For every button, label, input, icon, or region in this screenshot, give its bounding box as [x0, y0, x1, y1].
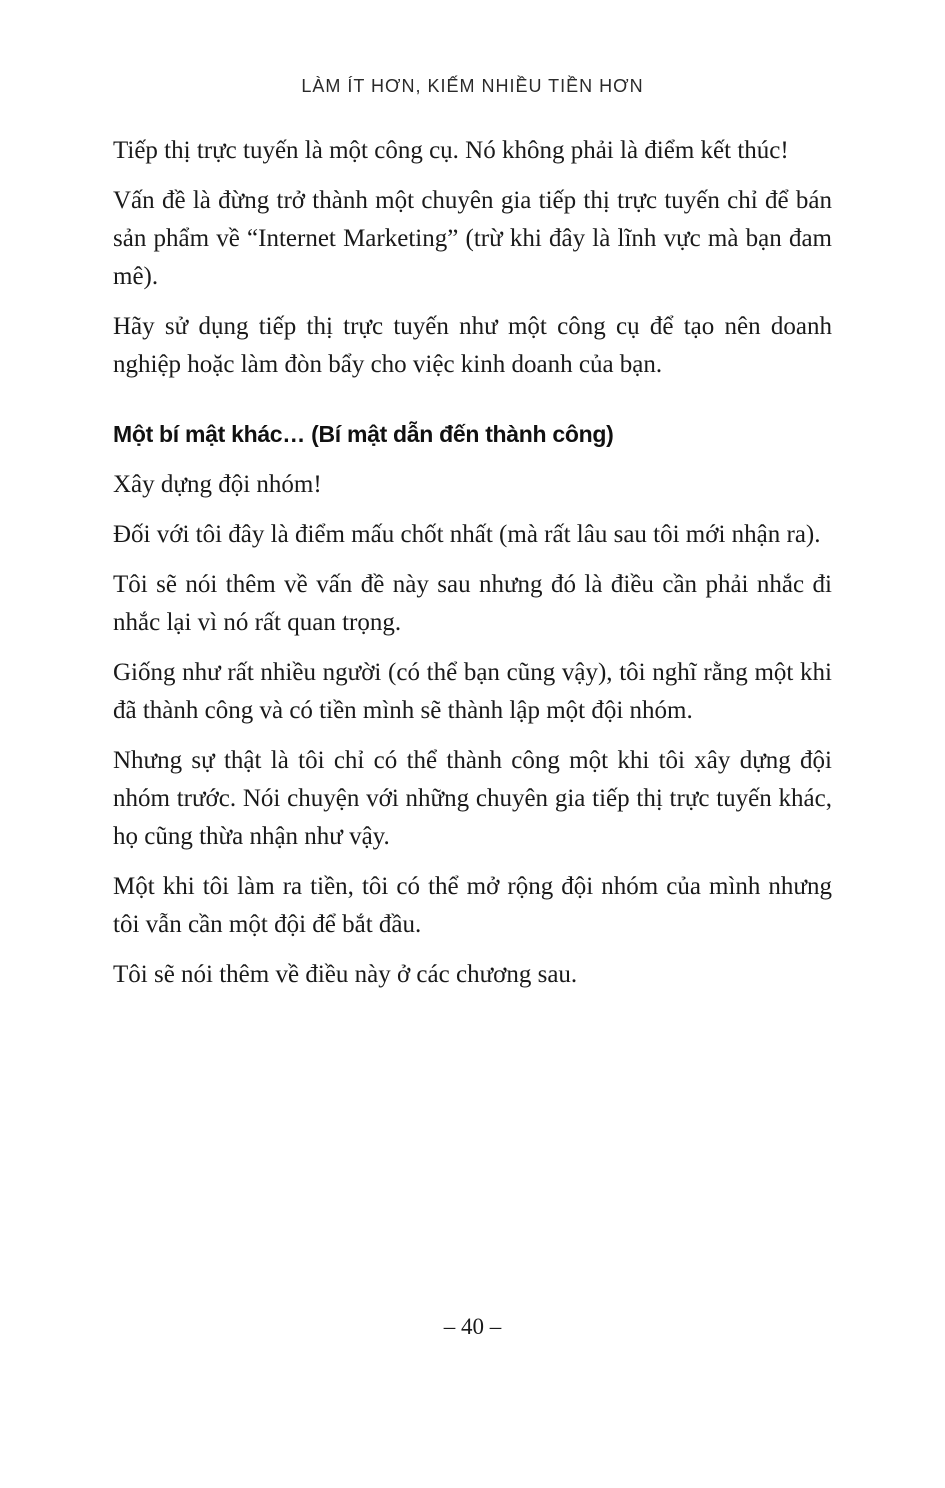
paragraph: Hãy sử dụng tiếp thị trực tuyến như một công cụ để tạo nên doanh nghiệp hoặc làm đòn bẩy cho việc kinh doanh của bạn.	[113, 313, 832, 378]
paragraph: Một khi tôi làm ra tiền, tôi có thể mở rộng đội nhóm của mình nhưng tôi vẫn cần một đội để bắt đầu.	[113, 873, 832, 938]
paragraph: Tôi sẽ nói thêm về vấn đề này sau nhưng đó là điều cần phải nhắc đi nhắc lại vì nó rất quan trọng.	[113, 571, 832, 636]
page-body	[113, 132, 832, 1006]
paragraph: Đối với tôi đây là điểm mấu chốt nhất (mà rất lâu sau tôi mới nhận ra).	[113, 521, 821, 548]
paragraph: Tôi sẽ nói thêm về điều này ở các chương sau.	[113, 961, 578, 988]
paragraph: Giống như rất nhiều người (có thể bạn cũng vậy), tôi nghĩ rằng một khi đã thành công và có tiền mình sẽ thành lập một đội nhóm.	[113, 659, 832, 724]
paragraph: Tiếp thị trực tuyến là một công cụ. Nó không phải là điểm kết thúc!	[113, 137, 789, 164]
page-number: – 40 –	[443, 1314, 502, 1339]
section-heading: Một bí mật khác… (Bí mật dẫn đến thành công)	[113, 421, 614, 447]
running-header: LÀM ÍT HƠN, KIẾM NHIỀU TIỀN HƠN	[301, 76, 644, 96]
paragraph: Nhưng sự thật là tôi chỉ có thể thành công một khi tôi xây dựng đội nhóm trước. Nói chuyện với những chuyên gia tiếp thị trực tuyến khác, họ cũng thừa nhận như vậy.	[113, 747, 832, 850]
paragraph: Xây dựng đội nhóm!	[113, 471, 322, 498]
paragraph: Vấn đề là đừng trở thành một chuyên gia tiếp thị trực tuyến chỉ để bán sản phẩm về “Internet Marketing” (trừ khi đây là lĩnh vực mà bạn đam mê).	[113, 187, 832, 290]
